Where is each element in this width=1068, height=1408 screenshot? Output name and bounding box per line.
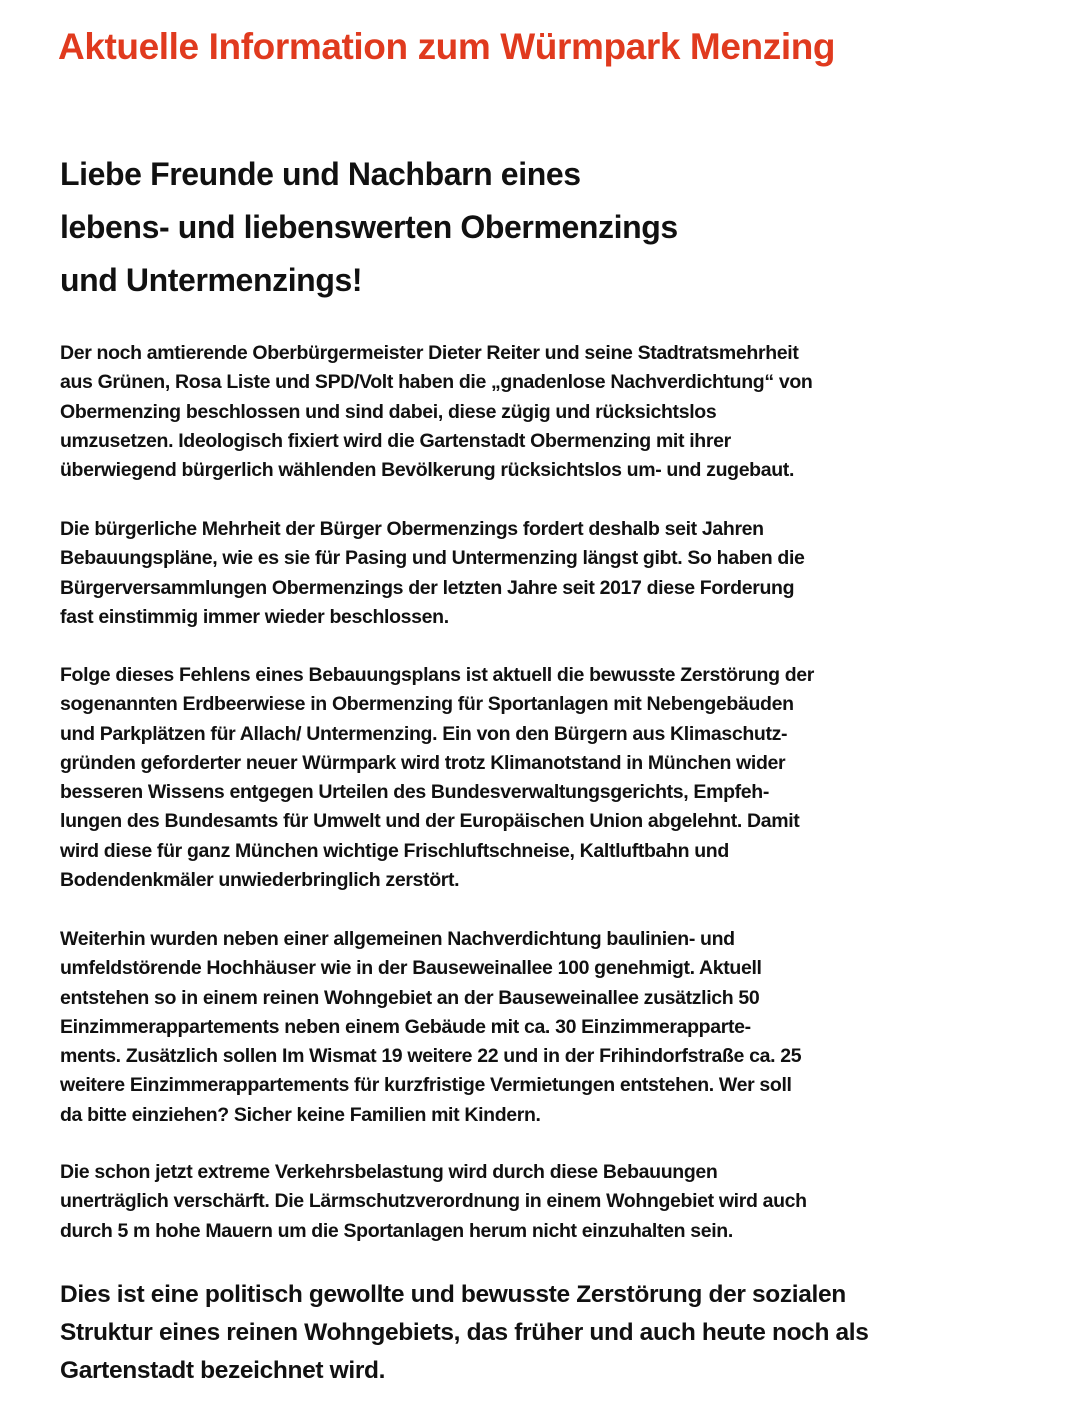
paragraph-development-plans (60, 515, 805, 632)
text-line: umfeldstörende Hochhäuser wie in der Bauseweinallee 100 genehmigt. Aktuell (60, 957, 762, 980)
text-line: wird diese für ganz München wichtige Frischluftschneise, Kaltluftbahn und (60, 839, 729, 862)
text-line: Die schon jetzt extreme Verkehrsbelastung wird durch diese Bebauungen (60, 1161, 718, 1183)
text-line: und Parkplätzen für Allach/ Untermenzing. Ein von den Bürgern aus Klimaschutz- (60, 722, 788, 745)
paragraph-erdbeerwiese (60, 661, 814, 895)
text-line: Die bürgerliche Mehrheit der Bürger Obermenzings fordert deshalb seit Jahren (60, 518, 764, 540)
paragraph-traffic (60, 1158, 807, 1246)
text-line: Weiterhin wurden neben einer allgemeinen Nachverdichtung baulinien- und (60, 928, 735, 950)
text-line: besseren Wissens entgegen Urteilen des Bundesverwaltungsgerichts, Empfeh- (60, 781, 769, 804)
text-line: Bürgerversammlungen Obermenzings der letzten Jahre seit 2017 diese Forderung (60, 576, 795, 599)
text-line: Bebauungspläne, wie es sie für Pasing und Untermenzing längst gibt. So haben die (60, 547, 805, 570)
paragraph-high-rises (60, 925, 801, 1130)
paragraph-mayor-decision (60, 339, 812, 485)
text-line: Einzimmerappartements neben einem Gebäude mit ca. 30 Einzimmerapparte- (60, 1015, 751, 1038)
text-line: Struktur eines reinen Wohngebiets, das früher und auch heute noch als (60, 1319, 869, 1346)
text-line: unerträglich verschärft. Die Lärmschutzverordnung in einem Wohngebiet wird auch (60, 1190, 807, 1213)
text-line: weitere Einzimmerappartements für kurzfristige Vermietungen entstehen. Wer soll (60, 1074, 792, 1097)
text-line: Folge dieses Fehlens eines Bebauungsplans ist aktuell die bewusste Zerstörung der (60, 664, 815, 686)
greeting-line: lebens- und liebenswerten Obermenzings (60, 209, 678, 245)
text-line: da bitte einziehen? Sicher keine Familien mit Kindern. (60, 1103, 541, 1126)
closing-statement (60, 1276, 869, 1390)
text-line: ments. Zusätzlich sollen Im Wismat 19 weitere 22 und in der Frihindorfstraße ca. 25 (60, 1045, 802, 1068)
greeting-heading (60, 148, 678, 307)
greeting-line: und Untermenzings! (60, 262, 363, 298)
text-line: Der noch amtierende Oberbürgermeister Dieter Reiter und seine Stadtratsmehrheit (60, 342, 799, 364)
text-line: durch 5 m hohe Mauern um die Sportanlagen herum nicht einzuhalten sein. (60, 1219, 733, 1242)
text-line: Gartenstadt bezeichnet wird. (60, 1357, 386, 1384)
text-line: sogenannten Erdbeerwiese in Obermenzing für Sportanlagen mit Nebengebäuden (60, 693, 794, 716)
greeting-line: Liebe Freunde und Nachbarn eines (60, 156, 581, 192)
document-title: Aktuelle Information zum Würmpark Menzing (58, 26, 836, 67)
text-line: Obermenzing beschlossen und sind dabei, diese zügig und rücksichtslos (60, 400, 717, 423)
text-line: Bodendenkmäler unwiederbringlich zerstört. (60, 869, 460, 892)
text-line: lungen des Bundesamts für Umwelt und der Europäischen Union abgelehnt. Damit (60, 810, 800, 833)
text-line: aus Grünen, Rosa Liste und SPD/Volt haben die „gnadenlose Nachverdichtung“ von (60, 371, 813, 394)
text-line: überwiegend bürgerlich wählenden Bevölkerung rücksichtslos um- und zugebaut. (60, 459, 795, 482)
text-line: entstehen so in einem reinen Wohngebiet an der Bauseweinallee zusätzlich 50 (60, 986, 760, 1009)
text-line: gründen geforderter neuer Würmpark wird trotz Klimanotstand in München wider (60, 751, 786, 774)
text-line: Dies ist eine politisch gewollte und bewusste Zerstörung der sozialen (60, 1281, 846, 1308)
text-line: umzusetzen. Ideologisch fixiert wird die Gartenstadt Obermenzing mit ihrer (60, 429, 731, 452)
text-line: fast einstimmig immer wieder beschlossen. (60, 605, 449, 628)
